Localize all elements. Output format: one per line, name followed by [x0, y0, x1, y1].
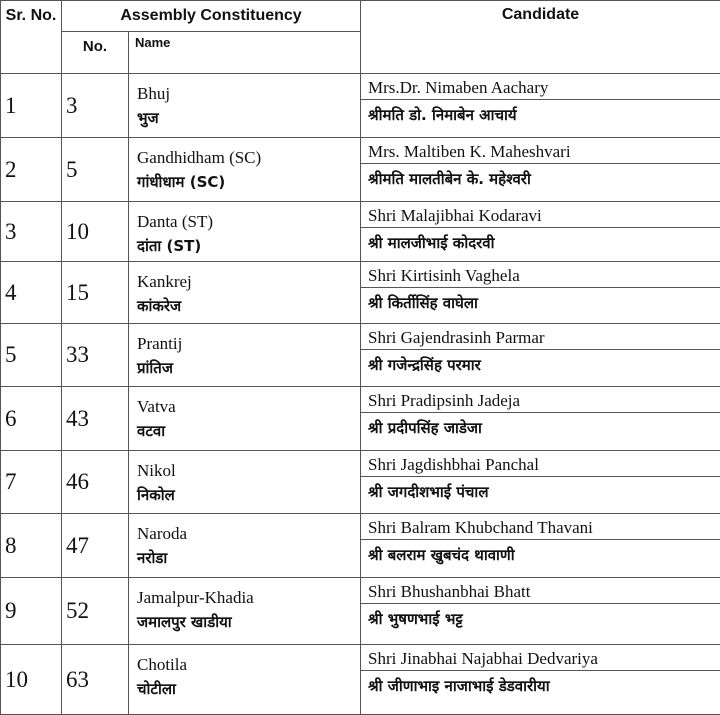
constituency-name-en: Chotila [137, 653, 360, 677]
constituency-name-cell [129, 74, 361, 138]
candidate-name-en: Shri Gajendrasinh Parmar [361, 324, 720, 350]
constituency-no-cell: 15 [62, 262, 129, 324]
candidate-cell [361, 74, 720, 138]
candidate-name-en: Shri Bhushanbhai Bhatt [361, 578, 720, 604]
candidate-name-en: Mrs. Maltiben K. Maheshvari [361, 138, 720, 164]
sr-no-cell: 1 [1, 74, 62, 138]
sr-no-cell: 9 [1, 578, 62, 645]
sr-no-cell: 5 [1, 324, 62, 387]
sr-no-cell: 8 [1, 514, 62, 578]
table-row [1, 578, 720, 645]
header-assembly-constituency: Assembly Constituency [62, 1, 361, 32]
constituency-name-en: Jamalpur-Khadia [137, 586, 360, 610]
candidate-cell [361, 262, 720, 324]
constituency-no-cell: 46 [62, 451, 129, 514]
table-row [1, 451, 720, 514]
constituency-name-hi: भुज [137, 106, 360, 130]
constituency-name-en: Naroda [137, 522, 360, 546]
header-constituency-name: Name [129, 32, 361, 74]
table-row [1, 387, 720, 451]
candidate-name-en: Mrs.Dr. Nimaben Aachary [361, 74, 720, 100]
candidate-name-hi: श्री भुषणभाई भट्ट [361, 604, 720, 629]
constituency-no-cell: 63 [62, 645, 129, 715]
candidate-name-hi: श्री मालजीभाई कोदरवी [361, 228, 720, 253]
candidate-name-hi: श्री जगदीशभाई पंचाल [361, 477, 720, 502]
constituency-name-cell [129, 514, 361, 578]
table-row [1, 74, 720, 138]
constituency-name-en: Gandhidham (SC) [137, 146, 360, 170]
candidate-name-en: Shri Jinabhai Najabhai Dedvariya [361, 645, 720, 671]
sr-no-cell: 6 [1, 387, 62, 451]
constituency-name-cell [129, 324, 361, 387]
constituency-name-en: Danta (ST) [137, 210, 360, 234]
constituency-name-hi: वटवा [137, 419, 360, 443]
header-constituency-no: No. [62, 32, 129, 74]
candidate-name-en: Shri Malajibhai Kodaravi [361, 202, 720, 228]
candidate-cell [361, 451, 720, 514]
header-sr-no: Sr. No. [1, 1, 62, 74]
constituency-name-hi: निकोल [137, 483, 360, 507]
candidate-name-hi: श्री गजेन्द्रसिंह परमार [361, 350, 720, 375]
constituency-no-cell: 10 [62, 202, 129, 262]
constituency-name-cell [129, 262, 361, 324]
table-row [1, 324, 720, 387]
constituency-name-hi: जमालपुर खाडीया [137, 610, 360, 634]
candidate-cell [361, 645, 720, 715]
constituency-name-cell [129, 202, 361, 262]
constituency-name-cell [129, 578, 361, 645]
constituency-name-hi: गांधीधाम (SC) [137, 170, 360, 194]
candidate-name-hi: श्रीमति मालतीबेन के. महेश्वरी [361, 164, 720, 189]
constituency-name-en: Bhuj [137, 82, 360, 106]
constituency-no-cell: 33 [62, 324, 129, 387]
candidate-cell [361, 324, 720, 387]
table-row [1, 202, 720, 262]
sr-no-cell: 10 [1, 645, 62, 715]
constituency-name-en: Nikol [137, 459, 360, 483]
candidate-name-hi: श्री जीणाभाइ नाजाभाई डेडवारीया [361, 671, 720, 696]
constituency-name-cell [129, 138, 361, 202]
constituency-no-cell: 43 [62, 387, 129, 451]
candidate-cell [361, 387, 720, 451]
candidate-name-en: Shri Pradipsinh Jadeja [361, 387, 720, 413]
constituency-name-en: Prantij [137, 332, 360, 356]
constituency-name-hi: चोटीला [137, 677, 360, 701]
candidate-name-en: Shri Kirtisinh Vaghela [361, 262, 720, 288]
constituency-name-hi: नरोडा [137, 546, 360, 570]
sr-no-cell: 4 [1, 262, 62, 324]
table-row [1, 262, 720, 324]
table-row [1, 514, 720, 578]
constituency-name-cell [129, 387, 361, 451]
candidate-name-hi: श्री बलराम खुबचंद थावाणी [361, 540, 720, 565]
candidate-name-en: Shri Jagdishbhai Panchal [361, 451, 720, 477]
constituency-name-hi: प्रांतिज [137, 356, 360, 380]
sr-no-cell: 3 [1, 202, 62, 262]
sr-no-cell: 7 [1, 451, 62, 514]
header-candidate: Candidate [361, 1, 720, 74]
table-row [1, 138, 720, 202]
candidate-cell [361, 514, 720, 578]
candidate-name-hi: श्रीमति डो. निमाबेन आचार्य [361, 100, 720, 125]
constituency-name-en: Kankrej [137, 270, 360, 294]
candidate-cell [361, 138, 720, 202]
constituency-name-hi: कांकरेज [137, 294, 360, 318]
candidate-name-hi: श्री प्रदीपसिंह जाडेजा [361, 413, 720, 438]
candidate-name-hi: श्री किर्तीसिंह वाघेला [361, 288, 720, 313]
constituency-name-cell [129, 451, 361, 514]
constituency-no-cell: 5 [62, 138, 129, 202]
candidate-name-en: Shri Balram Khubchand Thavani [361, 514, 720, 540]
constituency-name-cell [129, 645, 361, 715]
constituency-name-hi: दांता (ST) [137, 234, 360, 258]
constituency-no-cell: 3 [62, 74, 129, 138]
candidate-cell [361, 578, 720, 645]
constituency-no-cell: 52 [62, 578, 129, 645]
table-row [1, 645, 720, 715]
constituency-name-en: Vatva [137, 395, 360, 419]
candidate-cell [361, 202, 720, 262]
sr-no-cell: 2 [1, 138, 62, 202]
constituency-no-cell: 47 [62, 514, 129, 578]
